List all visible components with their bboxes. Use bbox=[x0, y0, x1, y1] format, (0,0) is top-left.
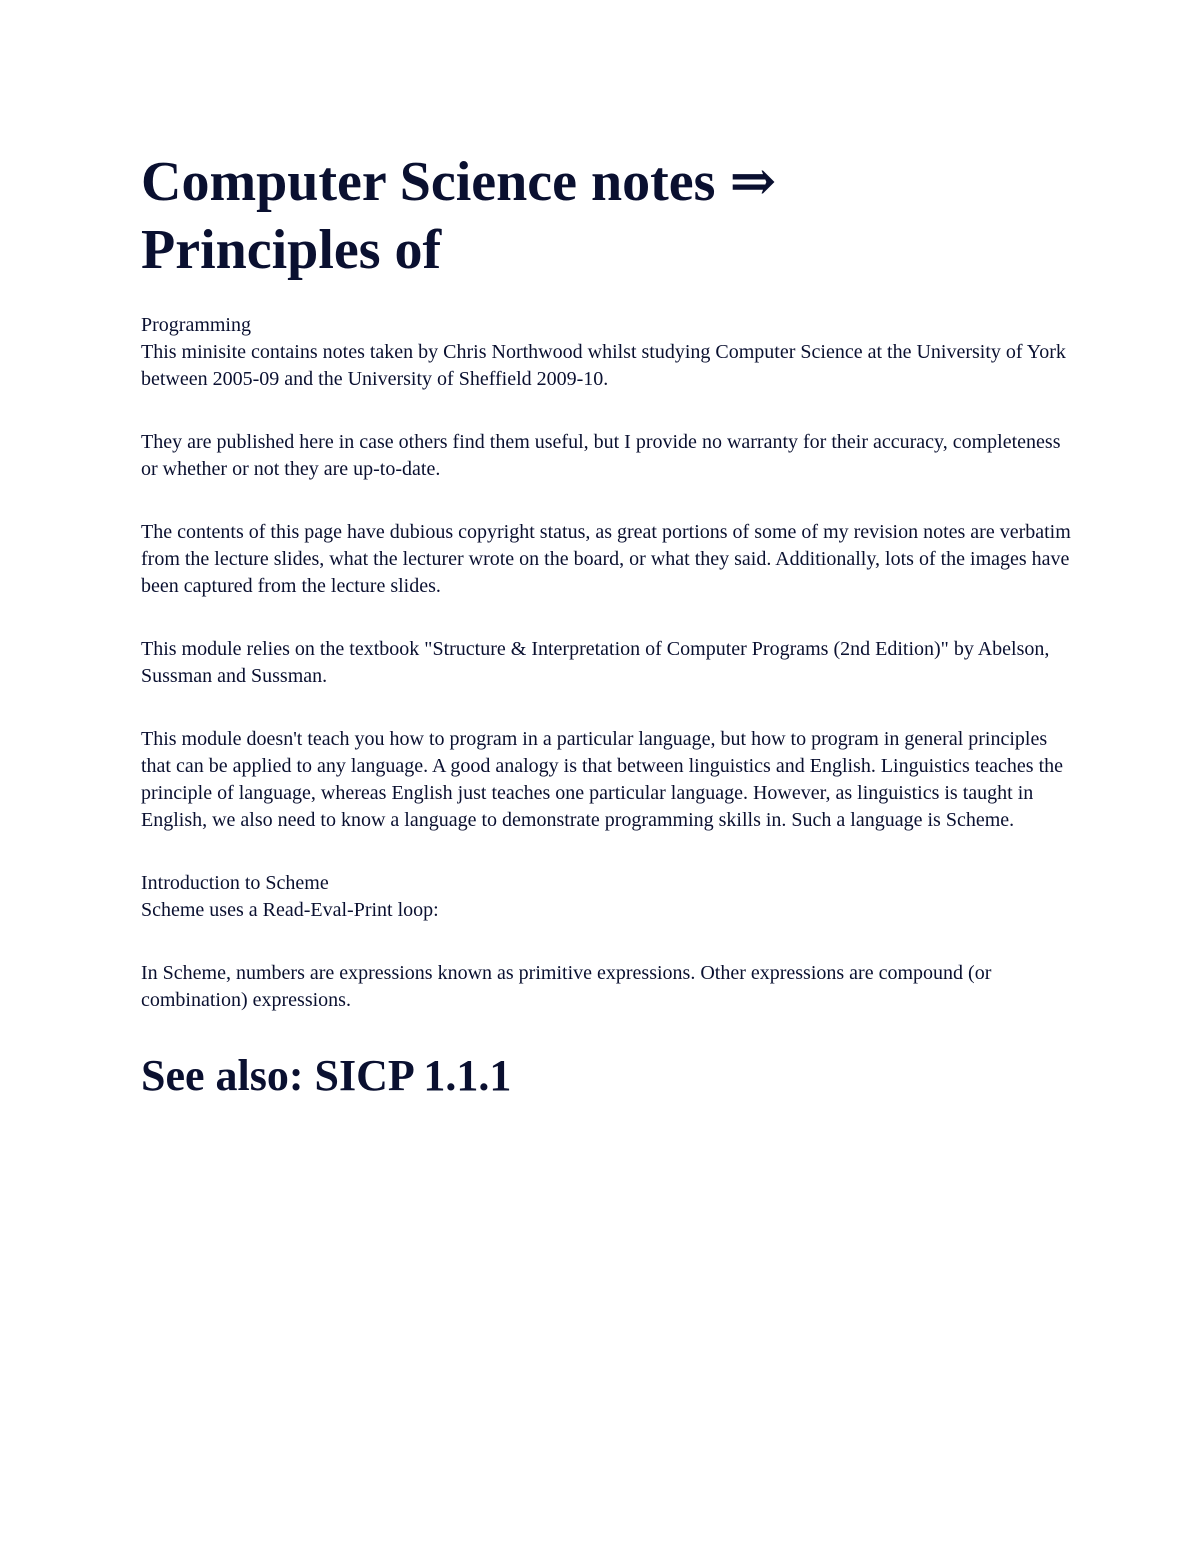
expressions-paragraph: In Scheme, numbers are expressions known as primitive expressions. Other expressions are compound (or combination) expressions. bbox=[141, 962, 992, 1011]
section-heading-scheme: Introduction to Scheme bbox=[141, 872, 329, 894]
warranty-paragraph: They are published here in case others find them useful, but I provide no warranty for their accuracy, completeness or whether or not they are up-to-date. bbox=[141, 431, 1061, 480]
copyright-paragraph: The contents of this page have dubious copyright status, as great portions of some of my revision notes are verbatim from the lecture slides, what the lecturer wrote on the board, or what they said. Additionally, lots of the images have been captured from the lecture slides. bbox=[141, 521, 1071, 597]
intro-paragraph bbox=[141, 312, 1071, 393]
page-title bbox=[141, 148, 1071, 284]
textbook-paragraph: This module relies on the textbook "Structure & Interpretation of Computer Programs (2nd Edition)" by Abelson, Sussman and Sussman. bbox=[141, 638, 1050, 687]
subtitle: Programming bbox=[141, 314, 251, 336]
intro-text: This minisite contains notes taken by Chris Northwood whilst studying Computer Science at the University of York between 2005-09 and the University of Sheffield 2009-10. bbox=[141, 341, 1066, 390]
scheme-intro-paragraph bbox=[141, 870, 1071, 924]
see-also-heading: See also: SICP 1.1.1 bbox=[141, 1051, 512, 1100]
page-title-line-1: Computer Science notes ⇒ bbox=[141, 151, 777, 213]
scheme-intro-text: Scheme uses a Read-Eval-Print loop: bbox=[141, 899, 439, 921]
page-title-line-2: Principles of bbox=[141, 219, 442, 281]
module-paragraph: This module doesn't teach you how to program in a particular language, but how to program in general principles that can be applied to any language. A good analogy is that between linguistics and English. Linguistics teaches the principle of language, whereas English just teaches one particular language. However, as linguistics is taught in English, we also need to know a language to demonstrate programming skills in. Such a language is Scheme. bbox=[141, 728, 1064, 831]
document-page bbox=[141, 148, 1071, 1102]
